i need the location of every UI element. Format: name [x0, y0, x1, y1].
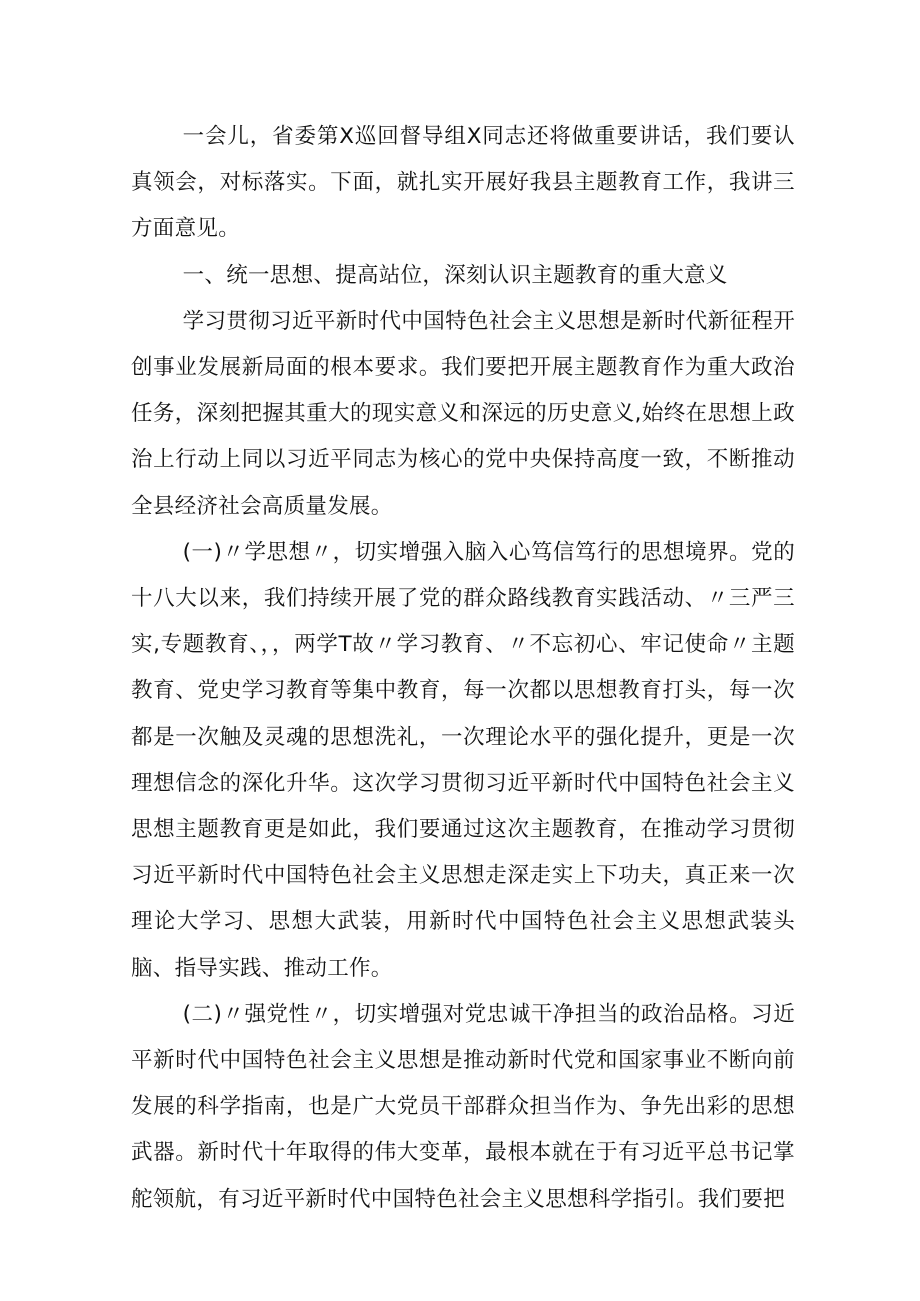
- paragraph-section-one: 学习贯彻习近平新时代中国特色社会主义思想是新时代新征程开创事业发展新局面的根本要求。我们要把开展主题教育作为重大政治任务，深刻把握其重大的现实意义和深远的历史意义,始终在思想上政治上行动上同以习近平同志为核心的党中央保持高度一致，不断推动全县经济社会高质量发展。: [131, 308, 795, 519]
- paragraph-strengthen-party: (二)〃强党性〃，切实增强对党忠诚干净担当的政治品格。习近平新时代中国特色社会主义思想是推动新时代党和国家事业不断向前发展的科学指南，也是广大党员干部群众担当作为、争先出彩的思想武器。新时代十年取得的伟大变革，最根本就在于有习近平总书记掌舵领航，有习近平新时代中国特色社会主义思想科学指引。我们要把: [131, 1001, 795, 1212]
- document-body: [131, 114, 795, 1223]
- section-heading-one: 一、统一思想、提高站位，深刻认识主题教育的重大意义: [182, 262, 728, 288]
- paragraph-study-thought: (一)〃学思想〃，切实增强入脑入心笃信笃行的思想境界。党的十八大以来，我们持续开展了党的群众路线教育实践活动、〃三严三实,专题教育、，，两学T故〃学习教育、〃不忘初心、牢记使命〃主题教育、党史学习教育等集中教育，每一次都以思想教育打头，每一次都是一次触及灵魂的思想洗礼，一次理论水平的强化提升，更是一次理想信念的深化升华。这次学习贯彻习近平新时代中国特色社会主义思想主题教育更是如此，我们要通过这次主题教育，在推动学习贯彻习近平新时代中国特色社会主义思想走深走实上下功夫，真正来一次理论大学习、思想大武装，用新时代中国特色社会主义思想武装头脑、指导实践、推动工作。: [131, 539, 795, 981]
- paragraph-intro: 一会儿，省委第X巡回督导组X同志还将做重要讲话，我们要认真领会，对标落实。下面，就扎实开展好我县主题教育工作，我讲三方面意见。: [131, 124, 795, 242]
